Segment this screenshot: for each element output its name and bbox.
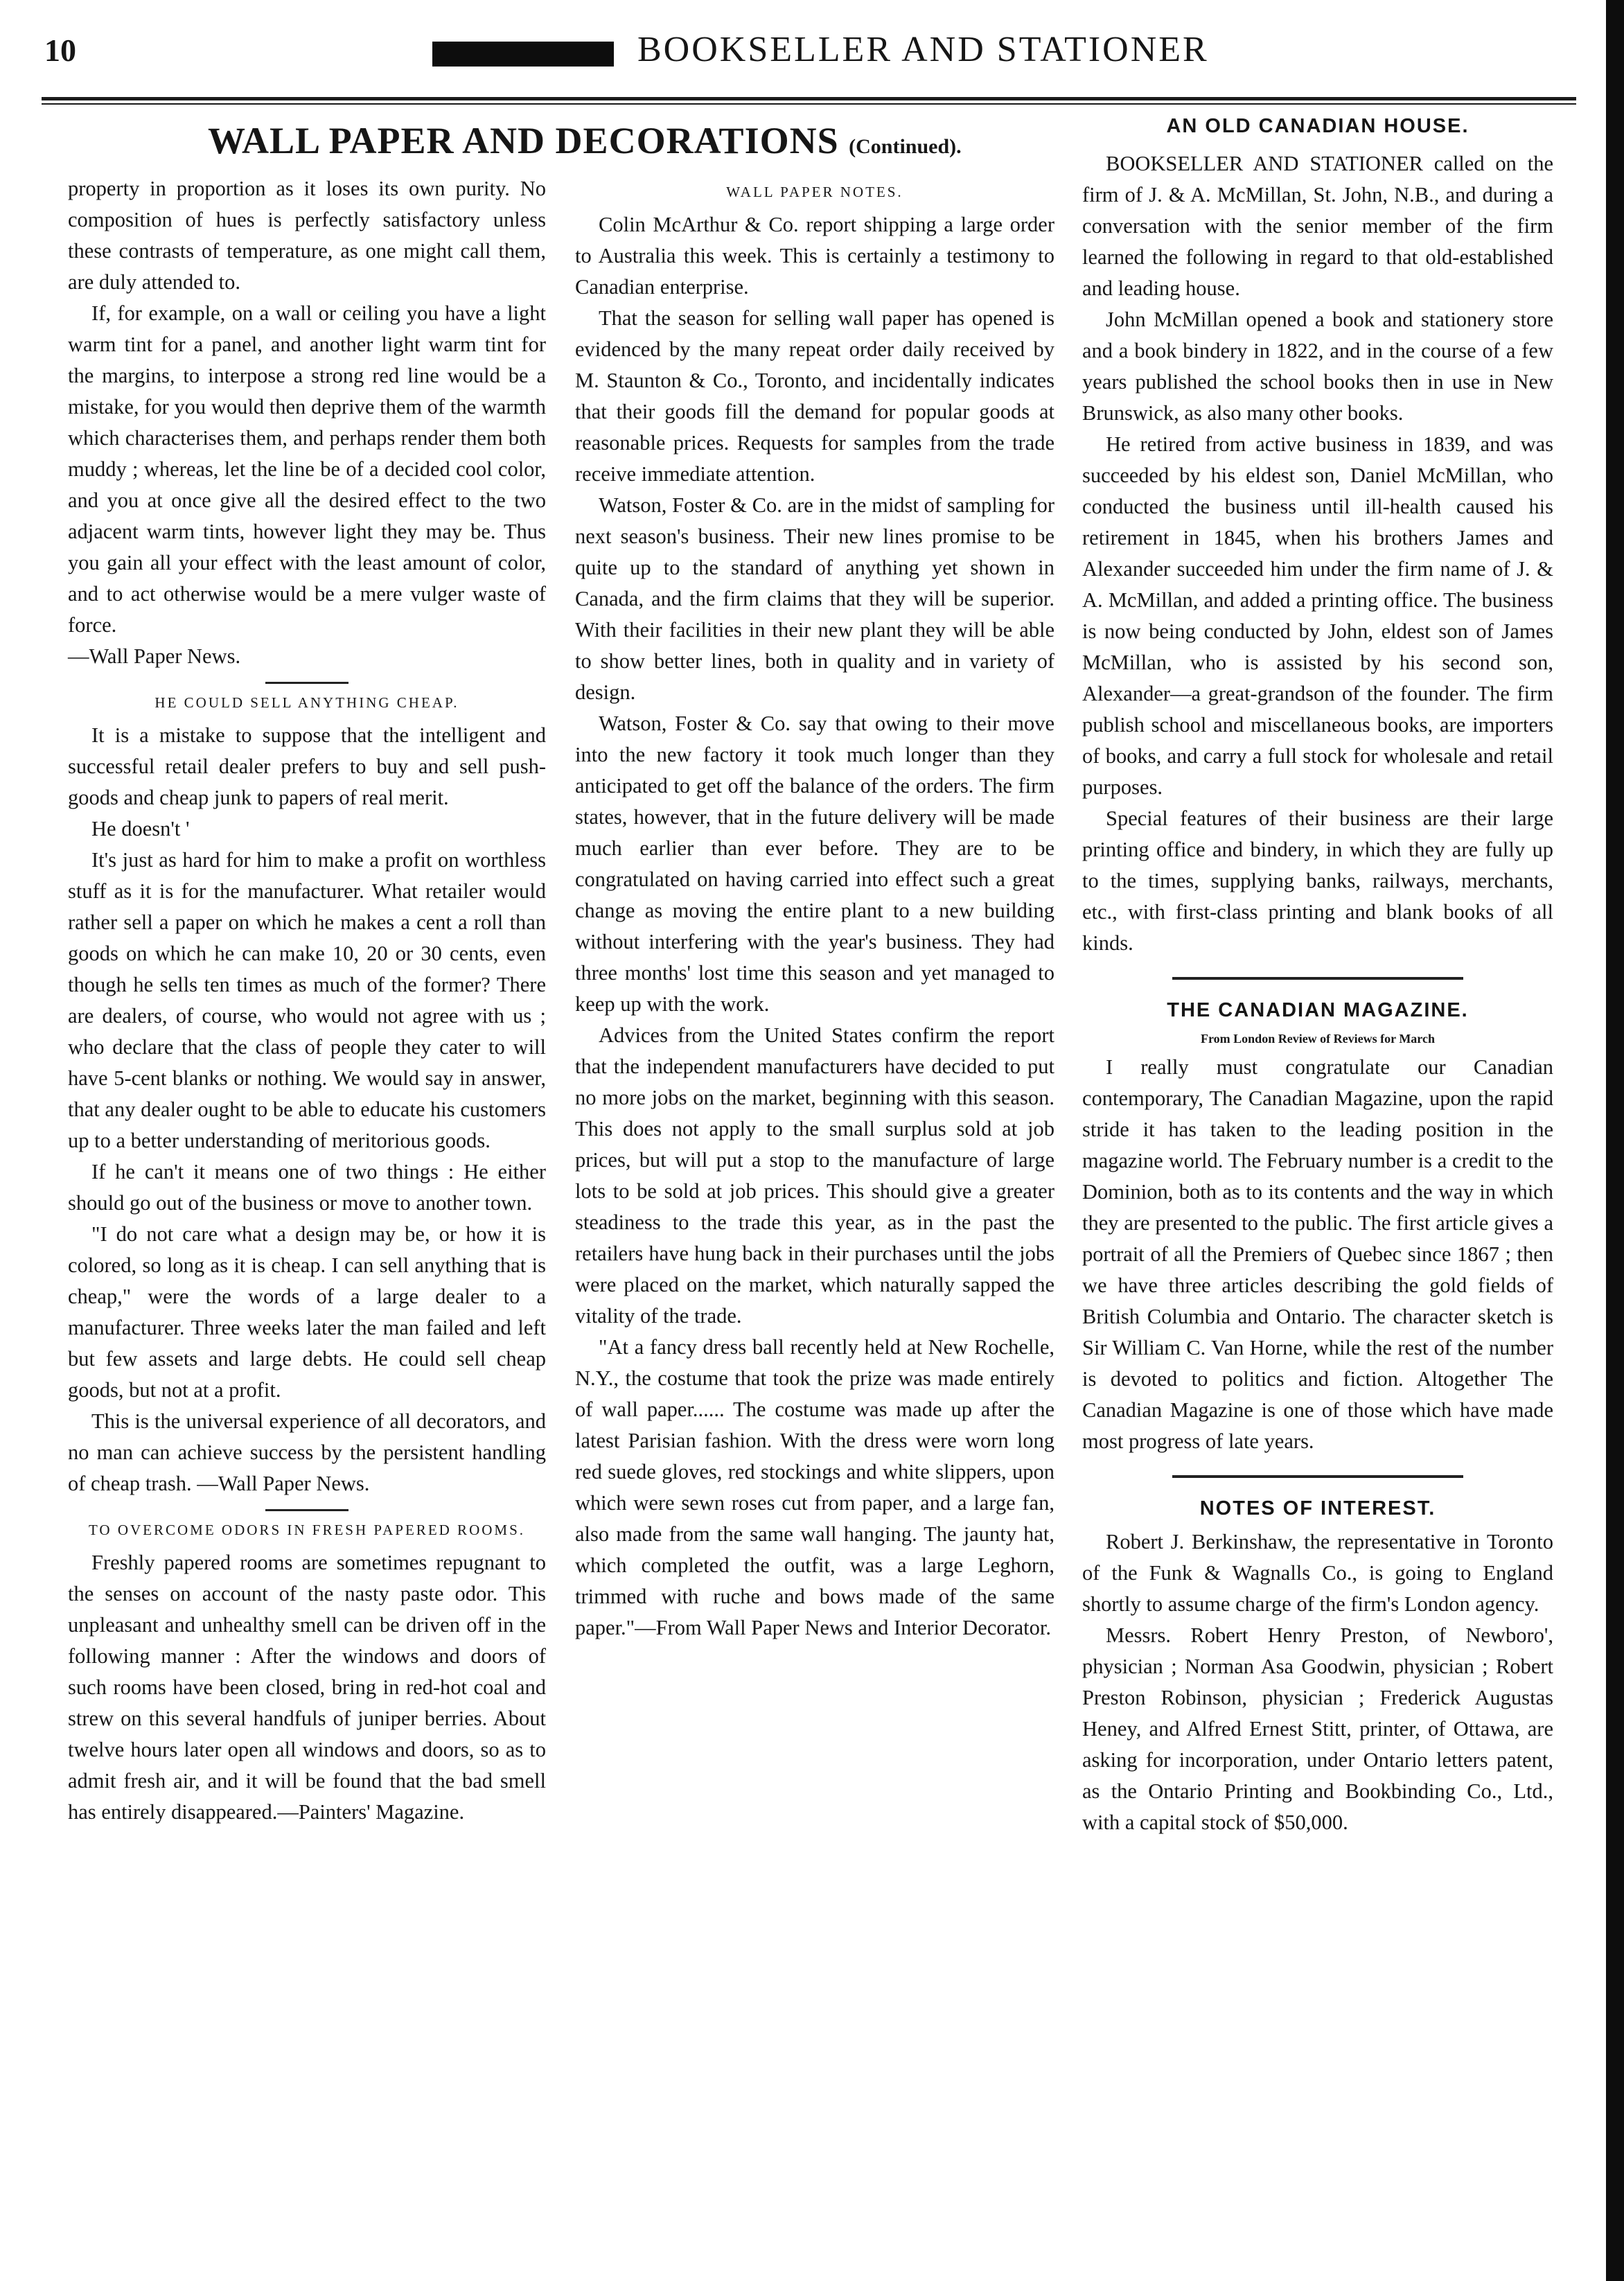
paragraph: He doesn't ' [91, 817, 190, 840]
paragraph: Special features of their business are their large printing office and bindery, in which they are fully up to the times, supplying banks, railways, merchants, etc., with first-class printing and blank books of all kinds. [1082, 807, 1553, 955]
section-heading: THE CANADIAN MAGAZINE. [1167, 999, 1469, 1021]
divider [1172, 1475, 1463, 1478]
paragraph: It is a mistake to suppose that the intelligent and successful retail dealer prefers to buy and sell push-goods and cheap junk to papers of real merit. [68, 723, 546, 809]
paragraph: Robert J. Berkinshaw, the representative in Toronto of the Funk & Wagnalls Co., is going to England shortly to assume charge of the firm's London agency. [1082, 1530, 1553, 1616]
section-heading: TO OVERCOME ODORS IN FRESH PAPERED ROOMS. [88, 1522, 525, 1538]
paragraph: It's just as hard for him to make a profit on worthless stuff as it is for the manufacturer. What retailer would rather sell a paper on which he makes a cent a roll than goods on which he can make 10, 20 or 30 cents, even though he sells ten times as much of the former? There are dealers, of course, who would not agree with us ; who declare that the class of people they cater to will have 5-cent blanks or nothing. We would say in answer, that any dealer ought to be able to educate his customers up to a better understanding of meritorious goods. [68, 848, 546, 1152]
divider [265, 1509, 348, 1511]
paragraph: If, for example, on a wall or ceiling you have a light warm tint for a panel, and another light warm tint for the margins, to interpose a strong red line would be a mistake, for you would then deprive them of the warmth which characterises them, and perhaps render them both muddy ; whereas, let the line be of a decided cool color, and you at once give all the desired effect to the two adjacent warm tints, however light they may be. Thus you gain all your effect with the least amount of color, and to act otherwise would be a mere vulger waste of force. [68, 301, 546, 637]
column-3 [1082, 115, 1553, 1838]
paragraph: Colin McArthur & Co. report shipping a large order to Australia this week. This is certainly a testimony to Canadian enterprise. [575, 213, 1054, 299]
section-heading: NOTES OF INTEREST. [1199, 1497, 1436, 1520]
column-1 [68, 173, 546, 1828]
article-title [208, 119, 962, 162]
source-line: From London Review of Reviews for March [1201, 1032, 1435, 1046]
section-heading: WALL PAPER NOTES. [726, 184, 903, 200]
divider [265, 682, 348, 684]
paragraph: Freshly papered rooms are sometimes repugnant to the senses on account of the nasty paste odor. This unpleasant and unhealthy smell can be driven off in the following manner : After the windows and doors of such rooms have been closed, bring in red-hot coal and strew on this several handfuls of juniper berries. About twelve hours later open all windows and doors, so as to admit fresh air, and it will be found that the bad smell has entirely disappeared.—Painters' Magazine. [68, 1551, 546, 1824]
page-header [44, 29, 1576, 78]
paragraph: "At a fancy dress ball recently held at New Rochelle, N.Y., the costume that took the prize was made entirely of wall paper...... The costume was made up after the latest Parisian fashion. With the dress were worn long red suede gloves, red stockings and white slippers, upon which were sewn roses cut from paper, and a large fan, also made from the same wall hanging. The jaunty hat, which completed the outfit, was a large Leghorn, trimmed with ruche and bows made of the same paper."—From Wall Paper News and Interior Decorator. [575, 1335, 1054, 1639]
attribution: —Wall Paper News. [68, 644, 241, 668]
divider [1172, 977, 1463, 980]
scan-edge-bar [1606, 0, 1624, 2281]
paragraph: John McMillan opened a book and stationery store and a book bindery in 1822, and in the course of a few years published the school books then in use in New Brunswick, as also many other books. [1082, 308, 1553, 425]
publication-title: BOOKSELLER AND STATIONER [637, 30, 1209, 69]
paragraph: "I do not care what a design may be, or how it is colored, so long as it is cheap. I can sell anything that is cheap," were the words of a large dealer to a manufacturer. Three weeks later the man failed and left but few assets and large debts. He could sell cheap goods, but not at a profit. [68, 1222, 546, 1402]
paragraph: Messrs. Robert Henry Preston, of Newboro', physician ; Norman Asa Goodwin, physician ; Robert Preston Robinson, physician ; Frederick Augustas Heney, and Alfred Ernest Stitt, printer, of Ottawa, are asking for incorporation, under Ontario letters patent, as the Ontario Printing and Bookbinding Co., Ltd., with a capital stock of $50,000. [1082, 1623, 1553, 1834]
article-continued: (Continued). [849, 135, 962, 158]
section-heading: AN OLD CANADIAN HOUSE. [1166, 115, 1469, 137]
section-heading: HE COULD SELL ANYTHING CHEAP. [155, 694, 459, 711]
paragraph: He retired from active business in 1839, and was succeeded by his eldest son, Daniel McMillan, who conducted the business until ill-health caused his retirement in 1845, when his brothers James and Alexander succeeded him under the firm name of J. & A. McMillan, and added a printing office. The business is now being conducted by John, eldest son of James McMillan, who is assisted by his second son, Alexander—a great-grandson of the founder. The firm publish school and miscellaneous books, are importers of books, and carry a full stock for wholesale and retail purposes. [1082, 432, 1553, 799]
paragraph: BOOKSELLER AND STATIONER called on the firm of J. & A. McMillan, St. John, N.B., and during a conversation with the senior member of the firm learned the following in regard to that old-established and leading house. [1082, 152, 1553, 300]
column-2 [575, 173, 1054, 1644]
paragraph: Watson, Foster & Co. are in the midst of sampling for next season's business. Their new lines promise to be quite up to the standard of anything yet shown in Canada, and the firm claims that they will be superior. With their facilities in their new plant they will be able to show better lines, both in quality and in variety of design. [575, 493, 1054, 704]
paragraph: If he can't it means one of two things : He either should go out of the business or move to another town. [68, 1160, 546, 1215]
paragraph: I really must congratulate our Canadian contemporary, The Canadian Magazine, upon the rapid stride it has taken to the leading position in the magazine world. The February number is a credit to the Dominion, both as to its contents and the way in which they are presented to the public. The first article gives a portrait of all the Premiers of Quebec since 1867 ; then we have three articles describing the gold fields of British Columbia and Ontario. The character sketch is Sir William C. Van Horne, while the rest of the number is devoted to politics and fiction. Altogether The Canadian Magazine is one of those which have made most progress of late years. [1082, 1055, 1553, 1453]
page-number: 10 [44, 33, 76, 68]
header-rule-thin [42, 103, 1576, 105]
paragraph: property in proportion as it loses its own purity. No composition of hues is perfectly satisfactory unless these contrasts of temperature, as one might call them, are duly attended to. [68, 177, 546, 294]
paragraph: This is the universal experience of all decorators, and no man can achieve success by the persistent handling of cheap trash. —Wall Paper News. [68, 1409, 546, 1495]
article-title-text: WALL PAPER AND DECORATIONS [208, 120, 839, 161]
paragraph: That the season for selling wall paper has opened is evidenced by the many repeat order daily received by M. Staunton & Co., Toronto, and incidentally indicates that their goods fill the demand for popular goods at reasonable prices. Requests for samples from the trade receive immediate attention. [575, 306, 1054, 486]
paragraph: Watson, Foster & Co. say that owing to their move into the new factory it took much longer than they anticipated to get off the balance of the orders. The firm states, however, that in the future delivery will be made much earlier than ever before. They are to be congratulated on having carried into effect such a great change as moving the entire plant to a new building without interfering with the year's business. They had three months' lost time this season and yet managed to keep up with the work. [575, 712, 1054, 1016]
header-rule [42, 97, 1576, 100]
masthead-bar [432, 42, 614, 67]
paragraph: Advices from the United States confirm the report that the independent manufacturers have decided to put no more jobs on the market, beginning with this season. This does not apply to the small surplus sold at job prices, but will put a stop to the manufacture of large lots to be sold at job prices. This should give a greater steadiness to the trade this year, as in the past the retailers have hung back in their purchases until the jobs were placed on the market, which naturally sapped the vitality of the trade. [575, 1023, 1054, 1328]
